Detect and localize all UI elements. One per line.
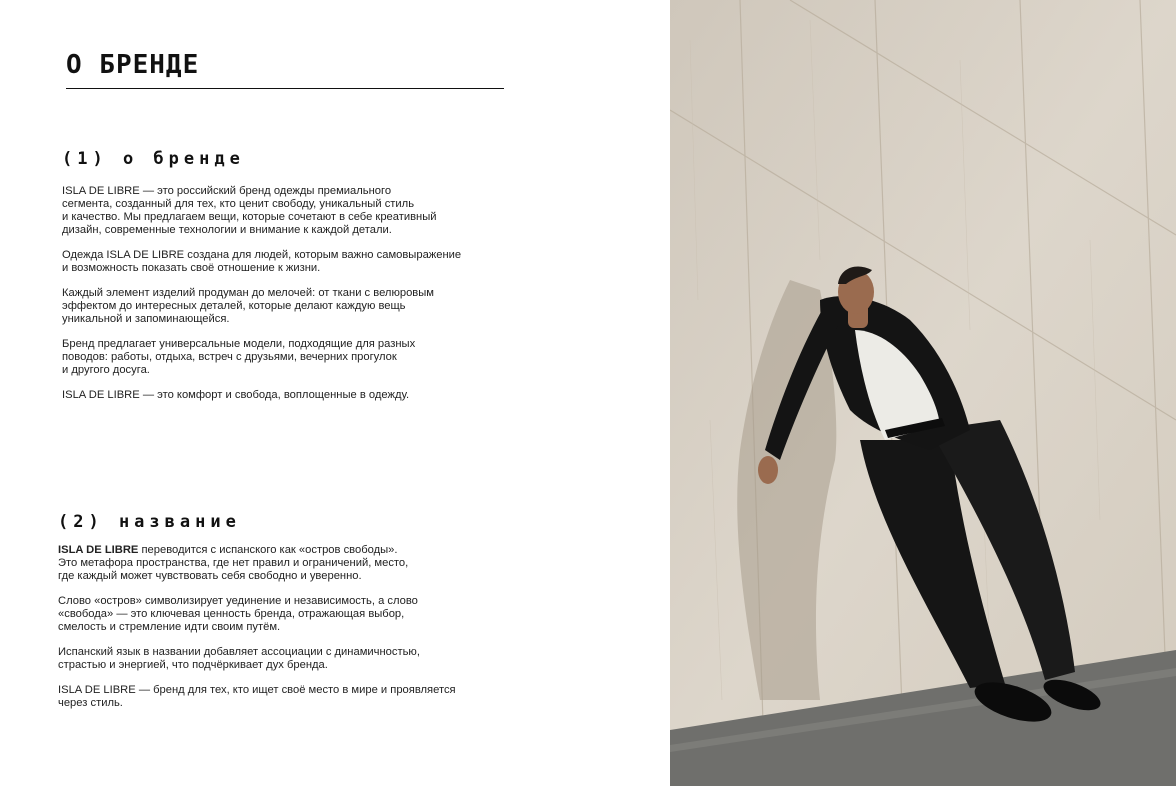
text-line: и качество. Мы предлагаем вещи, которые сочетают в себе креативный: [62, 211, 437, 223]
paragraph: [58, 595, 508, 634]
section-heading-name: (2) название: [58, 512, 241, 532]
hand: [758, 456, 778, 484]
text-line: через стиль.: [58, 697, 123, 709]
text-line: ISLA DE LIBRE — это российский бренд одежды премиального: [62, 185, 392, 197]
text-line: ISLA DE LIBRE — бренд для тех, кто ищет своё место в мире и проявляется: [58, 684, 456, 696]
text-line: поводов: работы, отдыха, встреч с друзьями, вечерних прогулок: [62, 351, 397, 363]
text-line: уникальной и запоминающейся.: [62, 313, 230, 325]
text-line: Это метафора пространства, где нет правил и ограничений, место,: [58, 557, 409, 569]
text-line: страстью и энергией, что подчёркивает дух бренда.: [58, 659, 328, 671]
brand-name-bold: ISLA DE LIBRE: [58, 544, 139, 556]
text-line: сегмента, созданный для тех, кто ценит свободу, уникальный стиль: [62, 198, 415, 210]
paragraph: [58, 684, 508, 710]
text-line: ISLA DE LIBRE — это комфорт и свобода, воплощенные в одежду.: [62, 389, 410, 401]
paragraph: [62, 389, 512, 402]
text-line: и другого досуга.: [62, 364, 150, 376]
text-line: Испанский язык в названии добавляет ассоциации с динамичностью,: [58, 646, 420, 658]
fashion-photo: [670, 0, 1176, 786]
text-line: переводится с испанского как «остров свободы».: [138, 544, 398, 556]
section-body-about: [62, 185, 512, 414]
section-heading-about: (1) о бренде: [62, 149, 245, 169]
paragraph: [62, 249, 512, 275]
text-line: эффектом до интересных деталей, которые делают каждую вещь: [62, 300, 406, 312]
text-line: где каждый может чувствовать себя свободно и уверенно.: [58, 570, 362, 582]
text-line: Слово «остров» символизирует уединение и независимость, а слово: [58, 595, 418, 607]
text-line: дизайн, современные технологии и внимание к каждой детали.: [62, 224, 392, 236]
text-line: Каждый элемент изделий продуман до мелочей: от ткани с велюровым: [62, 287, 434, 299]
title-underline: [66, 88, 504, 89]
text-line: Одежда ISLA DE LIBRE создана для людей, которым важно самовыражение: [62, 249, 462, 261]
text-line: Бренд предлагает универсальные модели, подходящие для разных: [62, 338, 416, 350]
paragraph: [62, 185, 512, 237]
page-title: О БРЕНДЕ: [66, 50, 200, 80]
paragraph: [62, 338, 512, 377]
paragraph: [58, 646, 508, 672]
paragraph: [58, 544, 508, 583]
paragraph: [62, 287, 512, 326]
photo-illustration: [670, 0, 1176, 786]
text-line: «свобода» — это ключевая ценность бренда, отражающая выбор,: [58, 608, 405, 620]
text-line: смелость и стремление идти своим путём.: [58, 621, 281, 633]
section-body-name: [58, 544, 508, 722]
text-line: и возможность показать своё отношение к жизни.: [62, 262, 321, 274]
